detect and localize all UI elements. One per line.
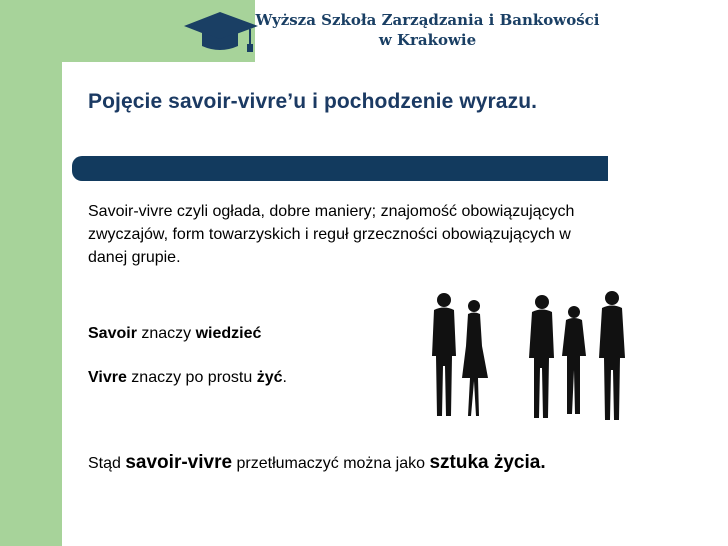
vivre-word: Vivre xyxy=(88,369,127,386)
conclusion-part2: przetłumaczyć można jako xyxy=(232,455,430,472)
people-silhouettes-image xyxy=(422,286,632,426)
vivre-period: . xyxy=(282,369,287,386)
savoir-word: Savoir xyxy=(88,325,137,342)
green-side-strip xyxy=(0,0,62,546)
vivre-meaning xyxy=(88,366,287,389)
savoir-connector: znaczy xyxy=(136,325,196,342)
slide-title: Pojęcie savoir-vivre’u i pochodzenie wyrazu. xyxy=(88,90,538,113)
savoir-translation: wiedzieć xyxy=(195,325,262,342)
school-name xyxy=(255,10,600,50)
vivre-connector: znaczy po prostu xyxy=(126,369,257,386)
graduation-cap-icon xyxy=(180,6,262,58)
conclusion-line xyxy=(88,451,546,475)
vivre-translation: żyć xyxy=(256,369,283,386)
conclusion-term: savoir-vivre xyxy=(125,452,233,473)
savoir-meaning xyxy=(88,322,261,345)
title-underline-bar xyxy=(72,156,608,181)
school-name-line2: w Krakowie xyxy=(378,31,477,49)
definition-text: Savoir-vivre czyli ogłada, dobre maniery; znajomość obowiązujących zwyczajów, form towarzyskich i reguł grzeczności obowiązujących w danej grupie. xyxy=(88,203,575,266)
conclusion-part1: Stąd xyxy=(88,455,126,472)
conclusion-translation: sztuka życia. xyxy=(429,452,546,473)
school-name-line1: Wyższa Szkoła Zarządzania i Bankowości xyxy=(255,11,600,29)
